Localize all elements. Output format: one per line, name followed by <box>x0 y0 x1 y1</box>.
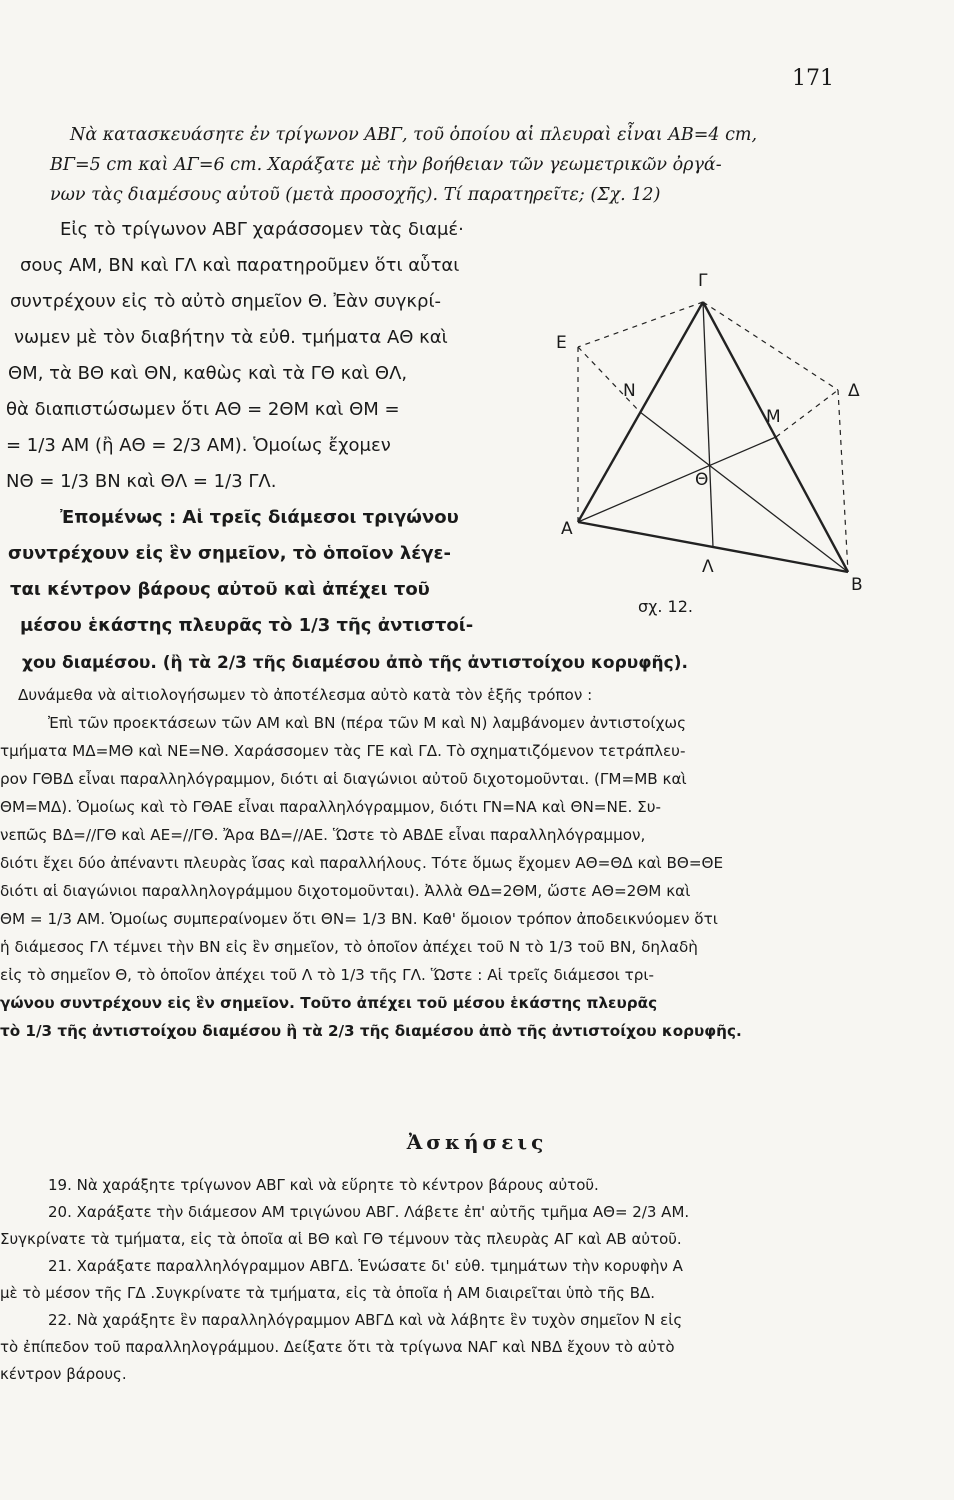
exercise-line: Συγκρίνατε τὰ τμήματα, εἰς τὰ ὁποῖα αἱ ΒΘ καὶ ΓΘ τέμνουν τὰς πλευρὰς ΑΓ καὶ ΑΒ αὐτοῦ. <box>0 1230 682 1248</box>
text-line: ΒΓ=5 cm καὶ ΑΓ=6 cm. Χαράξατε μὲ τὴν βοήθειαν τῶν γεωμετρικῶν ὀργά- <box>50 155 722 175</box>
text-line: συντρέχουν εἰς τὸ αὐτὸ σημεῖον Θ. Ἐὰν συγκρί- <box>10 291 442 312</box>
label-D: Δ <box>848 381 860 401</box>
proof-text <box>0 645 830 1045</box>
median-AM <box>578 437 776 522</box>
figure-12 <box>548 262 868 642</box>
text-line: ΘΜ, τὰ ΒΘ καὶ ΘΝ, καθὼς καὶ τὰ ΓΘ καὶ ΘΛ, <box>8 363 408 384</box>
text-line: συντρέχουν εἰς ἓν σημεῖον, τὸ ὁποῖον λέγε- <box>8 543 452 564</box>
exercises-heading: Ἀσκήσεις <box>406 1130 548 1154</box>
text-line: Δυνάμεθα νὰ αἰτιολογήσωμεν τὸ ἀποτέλεσμα αὐτὸ κατὰ τὸν ἑξῆς τρόπον : <box>18 686 593 704</box>
text-line: Ἐπομένως : Αἱ τρεῖς διάμεσοι τριγώνου <box>60 507 459 528</box>
exercise-line: 20. Χαράξατε τὴν διάμεσον ΑΜ τριγώνου ΑΒΓ. Λάβετε ἐπ' αὐτῆς τμῆμα ΑΘ= 2/3 ΑΜ. <box>48 1203 690 1221</box>
dashed-GD <box>703 302 838 390</box>
exercise-line: μὲ τὸ μέσον τῆς ΓΔ .Συγκρίνατε τὰ τμήματα, εἰς τὰ ὁποῖα ἡ ΑΜ διαιρεῖται ὑπὸ τῆς ΒΔ. <box>0 1284 656 1302</box>
text-line: ΘΜ=ΜΔ). Ὁμοίως καὶ τὸ ΓΘΑΕ εἶναι παραλληλόγραμμον, διότι ΓΝ=ΝΑ καὶ ΘΝ=ΝΕ. Συ- <box>0 798 662 816</box>
exercises-list <box>0 1172 830 1388</box>
text-line: Εἰς τὸ τρίγωνον ΑΒΓ χαράσσομεν τὰς διαμέ· <box>60 219 464 240</box>
exercise-line: κέντρον βάρους. <box>0 1365 127 1383</box>
dashed-MD <box>776 390 838 437</box>
text-line: νωμεν μὲ τὸν διαβήτην τὰ εὐθ. τμήματα ΑΘ καὶ <box>14 327 448 348</box>
triangle-medians-diagram <box>548 262 868 642</box>
median-BN <box>640 412 848 572</box>
page-number: 171 <box>792 66 834 91</box>
problem-statement <box>50 120 850 210</box>
text-line: Νὰ κατασκευάσητε ἐν τρίγωνον ΑΒΓ, τοῦ ὁποίου αἱ πλευραὶ εἶναι ΑΒ=4 cm, <box>70 125 758 145</box>
text-line: σους ΑΜ, ΒΝ καὶ ΓΛ καὶ παρατηροῦμεν ὅτι αὗται <box>20 255 460 276</box>
text-line: ται κέντρον βάρους αὐτοῦ καὶ ἀπέχει τοῦ <box>10 579 430 600</box>
text-line: ἡ διάμεσος ΓΛ τέμνει τὴν ΒΝ εἰς ἓν σημεῖον, τὸ ὁποῖον ἀπέχει τοῦ Ν τὸ 1/3 τοῦ ΒΝ, δηλαδὴ <box>0 938 698 956</box>
text-line: χου διαμέσου. (ἢ τὰ 2/3 τῆς διαμέσου ἀπὸ τῆς ἀντιστοίχου κορυφῆς). <box>22 653 688 673</box>
exercise-line: 22. Νὰ χαράξητε ἓν παραλληλόγραμμον ΑΒΓΔ καὶ νὰ λάβητε ἓν τυχὸν σημεῖον Ν εἰς <box>48 1311 683 1329</box>
exercise-line: τὸ ἐπίπεδον τοῦ παραλληλογράμμου. Δείξατε ὅτι τὰ τρίγωνα ΝΑΓ καὶ ΝΒΔ ἔχουν τὸ αὐτὸ <box>0 1338 675 1356</box>
text-line: ΝΘ = 1/3 ΒΝ καὶ ΘΛ = 1/3 ΓΛ. <box>6 471 277 492</box>
text-line: ΘΜ = 1/3 ΑΜ. Ὁμοίως συμπεραίνομεν ὅτι ΘΝ= 1/3 ΒΝ. Καθ' ὅμοιον τρόπον ἀποδεικνύομεν ὅτι <box>0 910 718 928</box>
figure-caption: σχ. 12. <box>638 597 693 616</box>
text-line: διότι ἔχει δύο ἀπέναντι πλευρὰς ἴσας καὶ παραλλήλους. Τότε ὅμως ἔχομεν ΑΘ=ΘΔ καὶ ΒΘ=ΘΕ <box>0 854 724 872</box>
label-G: Γ <box>698 271 708 291</box>
text-line: Ἐπὶ τῶν προεκτάσεων τῶν ΑΜ καὶ ΒΝ (πέρα τῶν Μ καὶ Ν) λαμβάνομεν ἀντιστοίχως <box>48 714 686 732</box>
text-line: ρον ΓΘΒΔ εἶναι παραλληλόγραμμον, διότι αἱ διαγώνιοι αὐτοῦ διχοτομοῦνται. (ΓΜ=ΜΒ καὶ <box>0 770 687 788</box>
exercise-line: 21. Χαράξατε παραλληλόγραμμον ΑΒΓΔ. Ἑνώσατε δι' εὐθ. τμημάτων τὴν κορυφὴν Α <box>48 1257 683 1275</box>
label-L: Λ <box>702 557 714 577</box>
label-A: Α <box>561 519 573 539</box>
label-TH: Θ <box>695 470 709 490</box>
exercise-line: 19. Νὰ χαράξητε τρίγωνον ΑΒΓ καὶ νὰ εὕρητε τὸ κέντρον βάρους αὐτοῦ. <box>48 1176 599 1194</box>
text-line: διότι αἱ διαγώνιοι παραλληλογράμμου διχοτομοῦνται). Ἀλλὰ ΘΔ=2ΘΜ, ὥστε ΑΘ=2ΘΜ καὶ <box>0 882 691 900</box>
median-GL <box>703 302 713 547</box>
label-N: Ν <box>623 381 636 401</box>
text-line: τμήματα ΜΔ=ΜΘ καὶ ΝΕ=ΝΘ. Χαράσσομεν τὰς ΓΕ καὶ ΓΔ. Τὸ σχηματιζόμενον τετράπλευ- <box>0 742 686 760</box>
text-line: θὰ διαπιστώσωμεν ὅτι ΑΘ = 2ΘΜ καὶ ΘΜ = <box>6 399 400 420</box>
label-M: Μ <box>766 407 781 427</box>
label-E: Ε <box>556 333 567 353</box>
text-line: μέσου ἑκάστης πλευρᾶς τὸ 1/3 τῆς ἀντιστοί- <box>20 615 474 636</box>
text-line: = 1/3 ΑΜ (ἢ ΑΘ = 2/3 ΑΜ). Ὁμοίως ἔχομεν <box>6 435 391 456</box>
dashed-GE <box>578 302 703 347</box>
text-line: νεπῶς ΒΔ=//ΓΘ καὶ ΑΕ=//ΓΘ. Ἄρα ΒΔ=//ΑΕ. Ὥστε τὸ ΑΒΔΕ εἶναι παραλληλόγραμμον, <box>0 826 646 844</box>
solution-column <box>0 212 530 644</box>
text-line: νων τὰς διαμέσους αὐτοῦ (μετὰ προσοχῆς). Τί παρατηρεῖτε; (Σχ. 12) <box>50 185 661 205</box>
text-line: τὸ 1/3 τῆς ἀντιστοίχου διαμέσου ἢ τὰ 2/3 τῆς διαμέσου ἀπὸ τῆς ἀντιστοίχου κορυφῆς. <box>0 1022 742 1040</box>
label-B: Β <box>851 575 863 595</box>
text-line: γώνου συντρέχουν εἰς ἓν σημεῖον. Τοῦτο ἀπέχει τοῦ μέσου ἑκάστης πλευρᾶς <box>0 994 658 1012</box>
dashed-EN <box>578 347 640 412</box>
dashed-DB <box>838 390 848 572</box>
text-line: εἰς τὸ σημεῖον Θ, τὸ ὁποῖον ἀπέχει τοῦ Λ τὸ 1/3 τῆς ΓΛ. Ὥστε : Αἱ τρεῖς διάμεσοι τρι- <box>0 966 655 984</box>
